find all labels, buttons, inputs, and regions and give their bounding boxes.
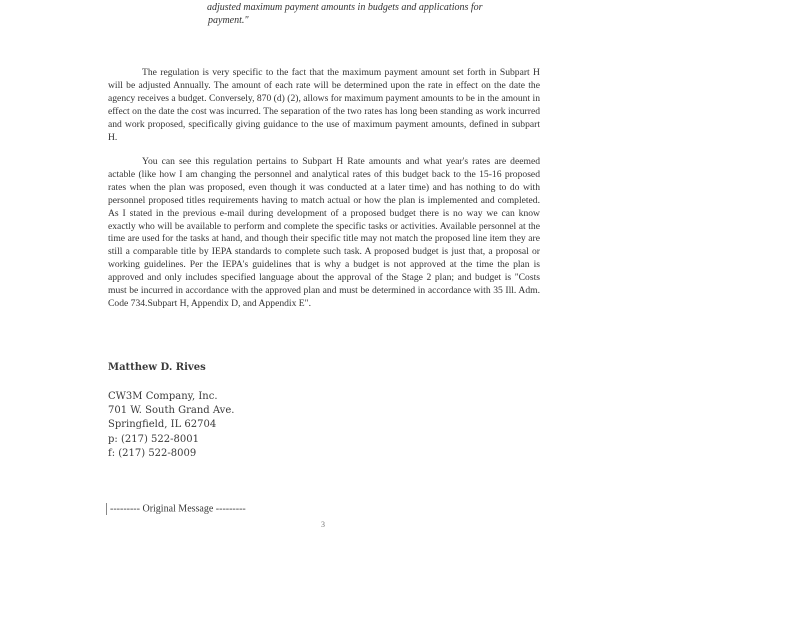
quote-line: payment."	[208, 15, 249, 26]
original-message-divider	[106, 503, 246, 515]
signature-contact-block	[108, 390, 234, 461]
signature-street: 701 W. South Grand Ave.	[108, 405, 235, 417]
body-paragraph-1: The regulation is very specific to the fact that the maximum payment amount set forth in Subpart H will be adjusted Annually. The amount of each rate will be determined upon the rate in effect on the date the agency receives a budget. Conversely, 870 (d) (2), allows for maximum payment amounts to be in the amount in effect on the date the cost was incurred. The separation of the two rates has long been standing as work incurred and work proposed, specifically giving guidance to the use of maximum payment amounts, defined in subpart H.	[108, 67, 540, 143]
signature-fax: f: (217) 522-8009	[108, 447, 197, 459]
quote-line: adjusted maximum payment amounts in budgets and applications for	[207, 2, 483, 13]
signature-phone: p: (217) 522-8001	[108, 433, 199, 445]
page-number: 3	[321, 520, 325, 529]
signature-company: CW3M Company, Inc.	[108, 391, 218, 402]
signature-city: Springfield, IL 62704	[108, 419, 217, 431]
text-cursor	[106, 503, 107, 515]
signature-name: Matthew D. Rives	[108, 362, 206, 373]
body-paragraph-2: You can see this regulation pertains to Subpart H Rate amounts and what year's rates are deemed actable (like how I am changing the personnel and analytical rates of this budget back to the 15-16 proposed rates when the plan was proposed, even though it was conducted at a later time) and has nothing to do with personnel proposed titles requirements having to match actual or how the plan is implemented and completed. As I stated in the previous e-mail during development of a proposed budget there is no way we can know exactly who will be available to perform and complete the specific tasks or activities. Available personnel at the time are used for the tasks at hand, and though their specific title may not match the proposed line item they are still a comparable title by IEPA standards to complete such task. A proposed budget is just that, a proposal or working guidelines. Per the IEPA's guidelines that is why a budget is not approved at the time the plan is approved and only includes specified language about the approval of the Stage 2 plan; and budget is "Costs must be incurred in accordance with the approved plan and must be determined in accordance with 35 Ill. Adm. Code 734.Subpart H, Appendix D, and Appendix E".	[108, 156, 540, 309]
quoted-regulation-continuation	[207, 1, 537, 27]
original-message-label: --------- Original Message ---------	[110, 503, 246, 515]
